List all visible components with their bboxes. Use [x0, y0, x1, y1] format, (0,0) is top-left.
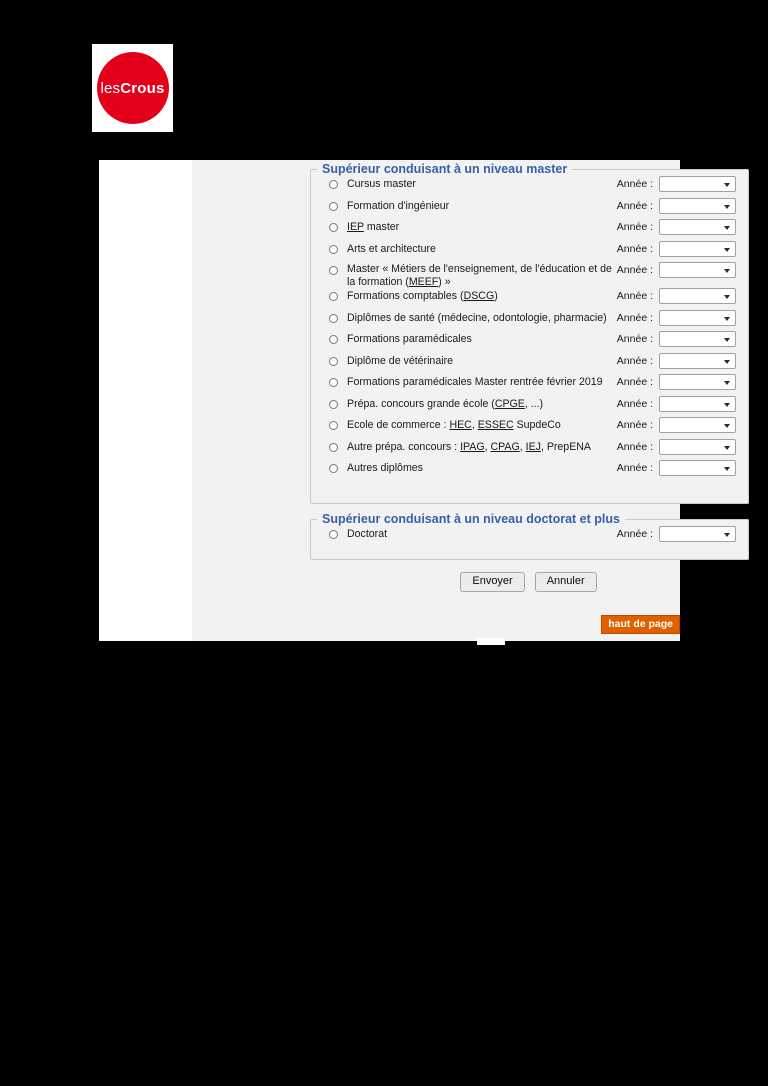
- option-label: Arts et architecture: [347, 242, 436, 255]
- year-label: Année :: [616, 290, 653, 302]
- year-select-group: [617, 353, 736, 369]
- radio-button[interactable]: [329, 443, 338, 452]
- option-row[interactable]: [311, 331, 748, 353]
- radio-button[interactable]: [329, 245, 338, 254]
- year-label: Année :: [616, 264, 653, 276]
- back-to-top-link[interactable]: haut de page: [601, 615, 680, 634]
- option-row[interactable]: [311, 241, 748, 263]
- radio-button[interactable]: [329, 464, 338, 473]
- crous-logo-circle: [97, 52, 169, 124]
- year-label: Année :: [616, 440, 653, 453]
- fieldset-doctorat: [310, 512, 749, 560]
- year-select-group: [617, 219, 736, 235]
- option-label: Formations paramédicales Master rentrée février 2019: [347, 376, 603, 388]
- doctorat-options-list: [311, 526, 748, 548]
- option-row[interactable]: [311, 310, 748, 332]
- year-select[interactable]: [659, 374, 736, 390]
- page-bottom-strip: [477, 638, 505, 645]
- year-select[interactable]: [659, 310, 736, 326]
- option-label: Formations paramédicales: [347, 333, 472, 345]
- option-row[interactable]: [311, 526, 748, 548]
- form-page: [99, 160, 680, 641]
- year-select[interactable]: [659, 526, 736, 542]
- option-row[interactable]: [311, 219, 748, 241]
- option-row[interactable]: [311, 396, 748, 418]
- radio-button[interactable]: [329, 314, 338, 323]
- radio-button[interactable]: [329, 357, 338, 366]
- year-select-group: [617, 439, 736, 455]
- option-row[interactable]: [311, 288, 748, 310]
- option-label: IEP master: [347, 221, 400, 233]
- year-label: Année :: [616, 354, 653, 367]
- master-options-list: [311, 176, 748, 482]
- radio-button[interactable]: [329, 530, 338, 539]
- radio-button[interactable]: [329, 292, 338, 301]
- option-label: Formations comptables (DSCG): [347, 290, 498, 302]
- option-label: Diplômes de santé (médecine, odontologie, pharmacie): [347, 311, 607, 324]
- fieldset-master-legend: Supérieur conduisant à un niveau master: [322, 162, 568, 176]
- logo-text-light: les: [100, 79, 121, 97]
- year-label: Année :: [616, 419, 653, 431]
- year-select-group: [617, 374, 736, 390]
- left-margin: [99, 160, 192, 641]
- year-select[interactable]: [659, 198, 736, 214]
- radio-button[interactable]: [329, 421, 338, 430]
- option-label: Diplôme de vétérinaire: [347, 354, 453, 367]
- year-label: Année :: [616, 199, 653, 212]
- year-select-group: [617, 417, 736, 433]
- year-select[interactable]: [659, 331, 736, 347]
- year-select-group: [617, 396, 736, 412]
- form-content: [192, 160, 680, 641]
- year-select[interactable]: [659, 262, 736, 278]
- year-select-group: [617, 176, 736, 192]
- option-label: Cursus master: [347, 178, 416, 190]
- year-select[interactable]: [659, 417, 736, 433]
- option-label: Formation d'ingénieur: [347, 199, 450, 212]
- year-label: Année :: [616, 333, 653, 345]
- year-label: Année :: [616, 462, 653, 474]
- radio-button[interactable]: [329, 400, 338, 409]
- radio-button[interactable]: [329, 335, 338, 344]
- fieldset-master: [310, 162, 749, 504]
- year-label: Année :: [616, 311, 653, 324]
- logo-text-bold: Crous: [120, 79, 165, 97]
- cancel-button[interactable]: Annuler: [535, 572, 597, 592]
- radio-button[interactable]: [329, 378, 338, 387]
- radio-button[interactable]: [329, 266, 338, 275]
- option-label: Autres diplômes: [347, 462, 423, 474]
- year-select-group: [617, 460, 736, 476]
- option-row[interactable]: [311, 460, 748, 482]
- option-label: Prépa. concours grande école (CPGE, ...): [347, 397, 544, 410]
- year-select-group: [617, 526, 736, 542]
- option-row[interactable]: [311, 374, 748, 396]
- year-label: Année :: [616, 242, 653, 255]
- year-select-group: [617, 288, 736, 304]
- form-actions: [310, 572, 747, 592]
- year-select[interactable]: [659, 353, 736, 369]
- year-label: Année :: [616, 528, 653, 540]
- year-select-group: [617, 198, 736, 214]
- option-label: Ecole de commerce : HEC, ESSEC SupdeCo: [347, 419, 561, 431]
- year-select[interactable]: [659, 241, 736, 257]
- option-row[interactable]: [311, 353, 748, 375]
- radio-button[interactable]: [329, 202, 338, 211]
- year-select-group: [617, 241, 736, 257]
- year-select[interactable]: [659, 460, 736, 476]
- option-label: Master « Métiers de l'enseignement, de l'éducation et de la formation (MEEF) »: [347, 263, 612, 288]
- year-label: Année :: [616, 376, 653, 388]
- option-row[interactable]: [311, 176, 748, 198]
- year-select-group: [617, 331, 736, 347]
- radio-button[interactable]: [329, 223, 338, 232]
- option-label: Doctorat: [347, 528, 388, 540]
- option-row[interactable]: [311, 262, 748, 288]
- crous-logo: [92, 44, 173, 132]
- option-row[interactable]: [311, 439, 748, 461]
- year-select[interactable]: [659, 288, 736, 304]
- option-label: Autre prépa. concours : IPAG, CPAG, IEJ, PrepENA: [347, 440, 591, 453]
- year-label: Année :: [616, 397, 653, 410]
- year-select[interactable]: [659, 176, 736, 192]
- year-select-group: [617, 310, 736, 326]
- year-select[interactable]: [659, 219, 736, 235]
- year-label: Année :: [616, 221, 653, 233]
- year-select-group: [617, 262, 736, 278]
- year-select[interactable]: [659, 439, 736, 455]
- option-row[interactable]: [311, 198, 748, 220]
- year-label: Année :: [616, 178, 653, 190]
- fieldset-doctorat-legend: Supérieur conduisant à un niveau doctorat et plus: [322, 512, 620, 526]
- radio-button[interactable]: [329, 180, 338, 189]
- option-row[interactable]: [311, 417, 748, 439]
- year-select[interactable]: [659, 396, 736, 412]
- submit-button[interactable]: Envoyer: [460, 572, 524, 592]
